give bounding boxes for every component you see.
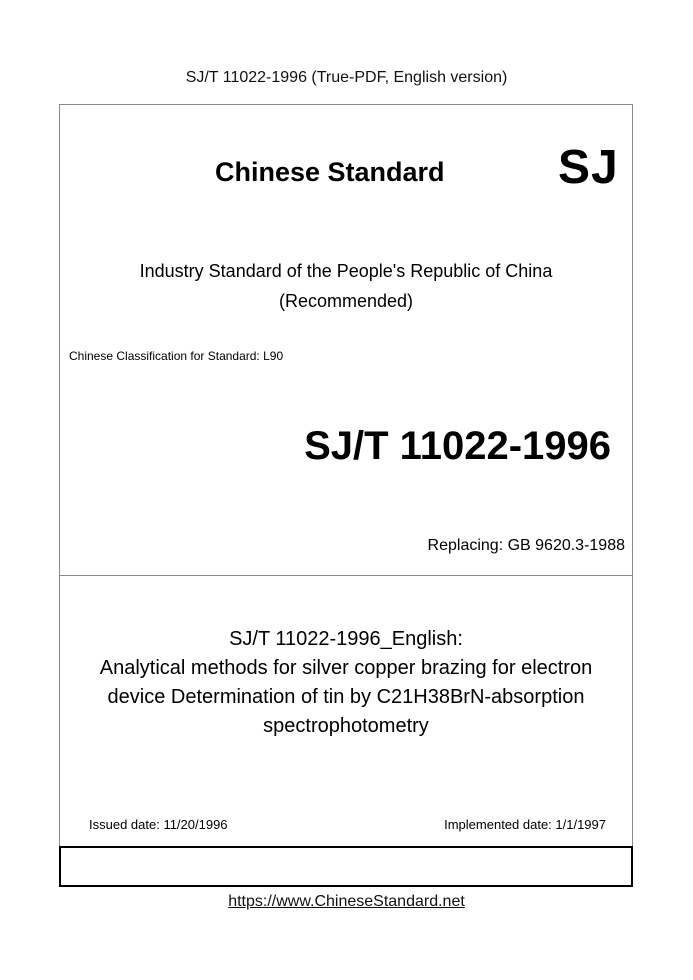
bottom-empty-box: [59, 846, 633, 887]
document-title: [59, 625, 633, 741]
document-title-line-2: Analytical methods for silver copper brazing for electron: [99, 657, 593, 679]
classification-label: Chinese Classification for Standard: L90: [69, 349, 284, 363]
cover-frame: [59, 104, 633, 886]
document-title-line-4: spectrophotometry: [263, 715, 429, 737]
document-title-line-3: device Determination of tin by C21H38BrN-absorption: [107, 686, 585, 708]
sj-logo: SJ: [558, 141, 619, 194]
replacing-note: Replacing: GB 9620.3-1988: [427, 537, 625, 554]
document-title-line-1: SJ/T 11022-1996_English:: [229, 628, 463, 650]
section-divider: [59, 575, 633, 576]
website-link[interactable]: https://www.ChineseStandard.net: [228, 893, 465, 910]
implemented-date: Implemented date: 1/1/1997: [444, 817, 606, 832]
page-header-title: SJ/T 11022-1996 (True-PDF, English version): [185, 69, 508, 86]
standard-code: SJ/T 11022-1996: [304, 424, 611, 468]
industry-standard-heading: [59, 256, 633, 316]
main-title: Chinese Standard: [215, 157, 445, 187]
industry-line-1: Industry Standard of the People's Republic of China: [139, 261, 553, 281]
footer: [0, 893, 693, 911]
industry-line-2: (Recommended): [278, 291, 414, 311]
issued-date: Issued date: 11/20/1996: [89, 817, 228, 832]
